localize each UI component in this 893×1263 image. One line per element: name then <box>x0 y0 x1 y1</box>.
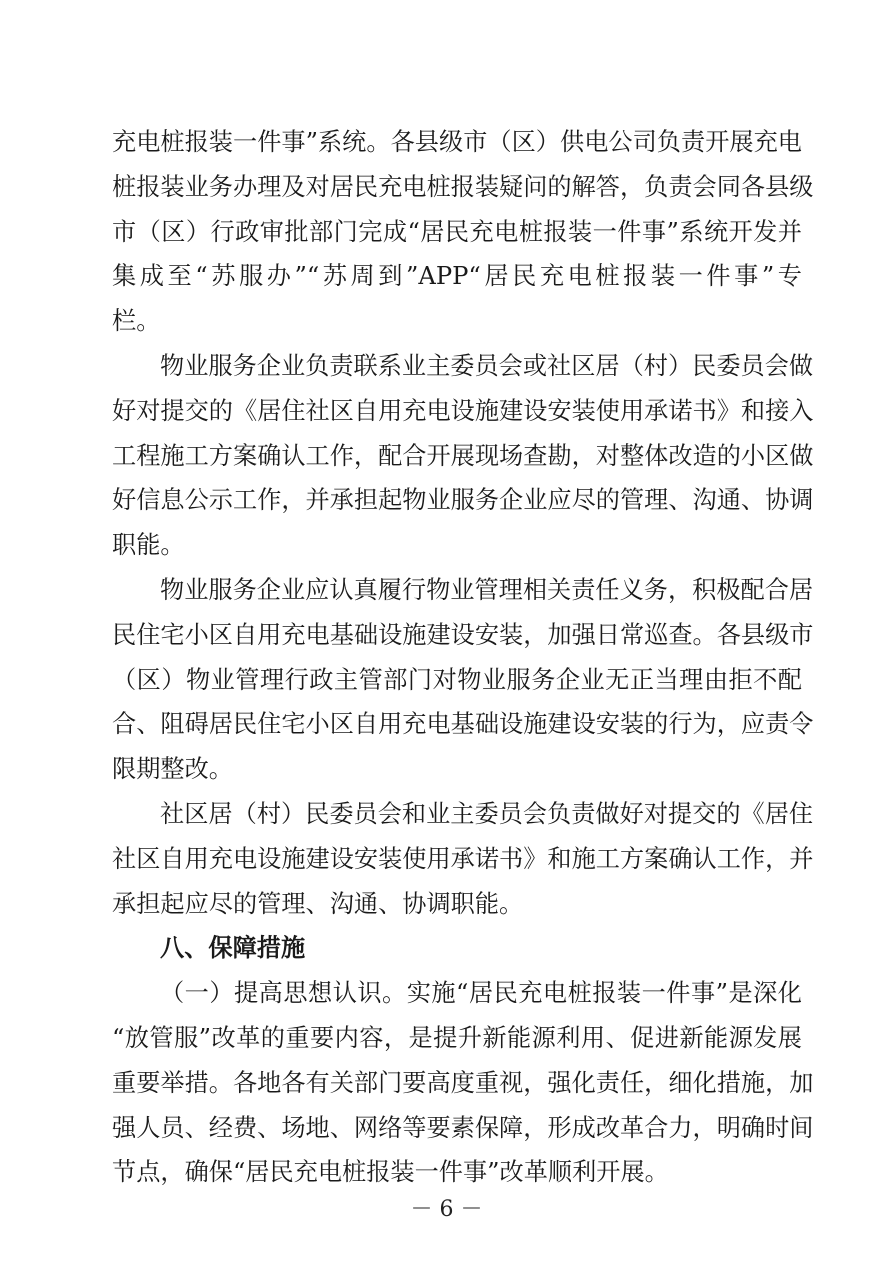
text-line: 社区自用充电设施建设安装使用承诺书》和施工方案确认工作，并 <box>112 844 814 873</box>
text-line: 好对提交的《居住社区自用充电设施建设安装使用承诺书》和接入 <box>112 396 814 425</box>
text-line: 承担起应尽的管理、沟通、协调职能。 <box>112 889 524 918</box>
text-line: 节点，确保“居民充电桩报装一件事”改革顺利开展。 <box>112 1158 669 1187</box>
text-line: 强人员、经费、场地、网络等要素保障，形成改革合力，明确时间 <box>112 1113 814 1142</box>
text-line: 桩报装业务办理及对居民充电桩报装疑问的解答，负责会同各县级 <box>112 172 814 201</box>
text-line: 职能。 <box>112 531 185 560</box>
text-line: 充电桩报装一件事”系统。各县级市（区）供电公司负责开展充电 <box>112 128 802 156</box>
text-line: 合、阻碍居民住宅小区自用充电基础设施建设安装的行为，应责令 <box>112 710 814 739</box>
text-line: 好信息公示工作，并承担起物业服务企业应尽的管理、沟通、协调 <box>112 486 814 515</box>
text-line: 限期整改。 <box>112 755 233 784</box>
text-line: 重要举措。各地各有关部门要高度重视，强化责任，细化措施，加 <box>112 1068 814 1097</box>
body-text <box>112 120 814 1195</box>
text-line: “放管服”改革的重要内容，是提升新能源利用、促进新能源发展 <box>112 1023 802 1052</box>
text-line: 物业服务企业应认真履行物业管理相关责任义务，积极配合居 <box>160 575 814 604</box>
text-line: 物业服务企业负责联系业主委员会或社区居（村）民委员会做 <box>160 351 814 380</box>
text-line: 集成至“苏服办”“苏周到”APP“居民充电桩报装一件事”专 <box>112 262 802 291</box>
text-line: （区）物业管理行政主管部门对物业服务企业无正当理由拒不配 <box>112 665 802 694</box>
text-line: 市（区）行政审批部门完成“居民充电桩报装一件事”系统开发并 <box>112 217 802 246</box>
page-number: － 6 － <box>410 1197 483 1222</box>
text-line: 工程施工方案确认工作，配合开展现场查勘，对整体改造的小区做 <box>112 441 814 470</box>
text-line: （一）提高思想认识。实施“居民充电桩报装一件事”是深化 <box>160 979 802 1008</box>
text-line: 社区居（村）民委员会和业主委员会负责做好对提交的《居住 <box>160 799 814 828</box>
section-heading: 八、保障措施 <box>160 934 306 963</box>
text-line: 栏。 <box>112 307 161 336</box>
text-line: 民住宅小区自用充电基础设施建设安装，加强日常巡查。各县级市 <box>112 620 814 649</box>
